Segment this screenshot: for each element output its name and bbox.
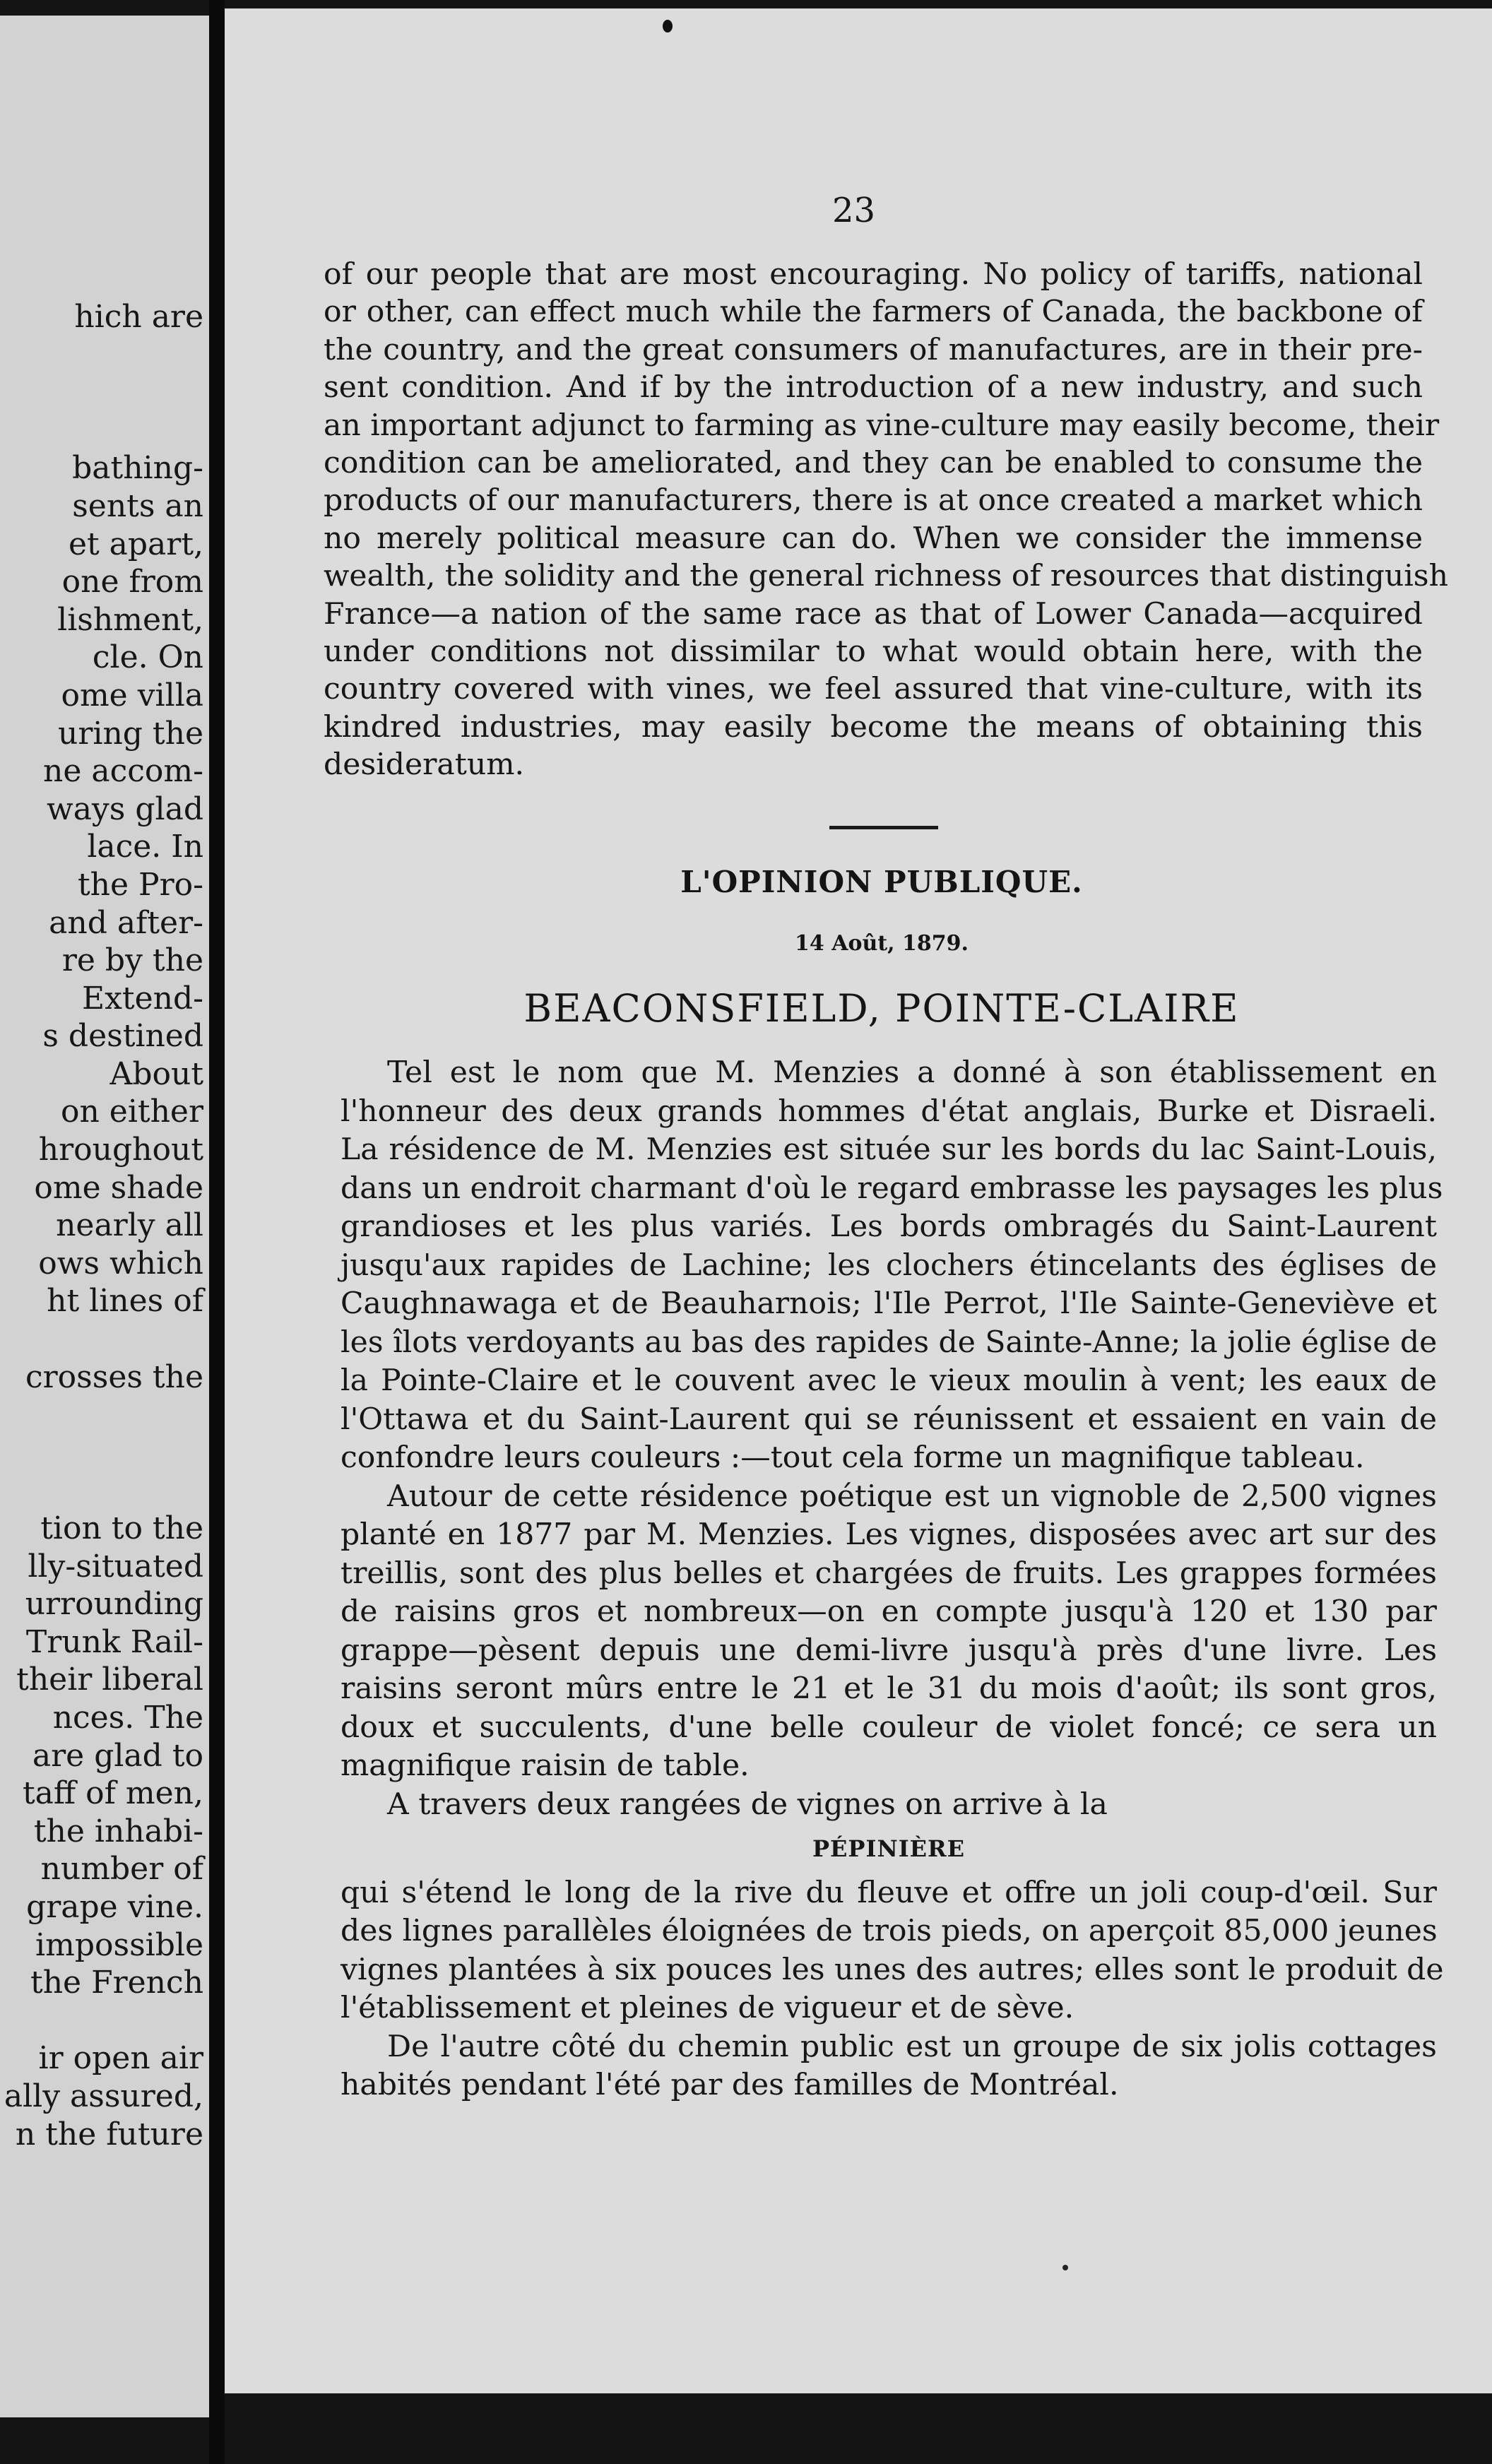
left-fragment-line <box>0 2002 203 2040</box>
left-fragment-line: grape vine. <box>26 1888 203 1925</box>
text-line: country covered with vines, we feel assured that vine-culture, with its <box>324 672 1423 707</box>
left-fragment-line: taff of men, <box>22 1775 203 1812</box>
left-fragment-line: ome villa <box>61 677 203 713</box>
text-line: the country, and the great consumers of manufactures, are in their pre- <box>324 332 1423 367</box>
left-fragment-line: are glad to <box>32 1737 203 1774</box>
text-line: jusqu'aux rapides de Lachine; les clochers étincelants des églises de <box>341 1248 1437 1283</box>
article-headline: BEACONSFIELD, POINTE-CLAIRE <box>523 986 1240 1031</box>
text-line: Caughnawaga et de Beauharnois; l'Ile Perrot, l'Ile Sainte-Geneviève et <box>341 1286 1437 1321</box>
text-line: les îlots verdoyants au bas des rapides de Sainte-Anne; la jolie église de <box>341 1325 1438 1360</box>
left-fragment-line: About <box>109 1055 203 1092</box>
text-line: qui s'étend le long de la rive du fleuve et offre un joli coup-d'œil. Sur <box>341 1875 1437 1910</box>
text-line: La résidence de M. Menzies est située sur les bords du lac Saint-Louis, <box>341 1132 1437 1167</box>
left-fragment-line: ht lines of <box>47 1283 203 1320</box>
text-line: or other, can effect much while the farmers of Canada, the backbone of <box>324 295 1423 330</box>
left-fragment-line <box>0 336 203 374</box>
left-fragment-line: sents an <box>72 487 203 524</box>
left-fragment-line: tion to the <box>40 1510 203 1546</box>
text-line: magnifique raisin de table. <box>341 1748 750 1783</box>
text-line: doux et succulents, d'une belle couleur de violet foncé; ce sera un <box>341 1710 1437 1745</box>
left-fragment-line <box>0 1320 203 1358</box>
text-line: confondre leurs couleurs :—tout cela forme un magnifique tableau. <box>341 1440 1365 1475</box>
left-fragment-line: one from <box>61 564 203 600</box>
text-line: raisins seront mûrs entre le 21 et le 31 du mois d'août; ils sont gros, <box>341 1671 1437 1706</box>
text-line: De l'autre côté du chemin public est un groupe de six jolis cottages <box>387 2029 1437 2064</box>
english-paragraph <box>324 256 1448 784</box>
right-page <box>225 8 1492 2393</box>
text-line: l'honneur des deux grands hommes d'état anglais, Burke et Disraeli. <box>341 1094 1437 1129</box>
text-line: habités pendant l'été par des familles de Montréal. <box>341 2068 1119 2102</box>
text-line: vignes plantées à six pouces les unes des autres; elles sont le produit de <box>341 1952 1444 1987</box>
text-line: Autour de cette résidence poétique est un vignoble de 2,500 vignes <box>387 1479 1437 1514</box>
text-line: grandioses et les plus variés. Les bords ombragés du Saint-Laurent <box>341 1209 1437 1244</box>
text-line: no merely political measure can do. When we consider the immense <box>324 521 1423 556</box>
text-line: products of our manufacturers, there is at once created a market which <box>324 483 1423 519</box>
text-line: la Pointe-Claire et le couvent avec le vieux moulin à vent; les eaux de <box>341 1363 1437 1398</box>
text-line: an important adjunct to farming as vine-culture may easily become, their <box>324 408 1440 443</box>
left-page-fragment <box>0 16 209 2417</box>
left-fragment-line: Extend- <box>81 980 203 1017</box>
text-line: grappe—pèsent depuis une demi-livre jusqu'à près d'une livre. Les <box>341 1633 1437 1668</box>
print-speck <box>1062 2265 1068 2270</box>
text-line: kindred industries, may easily become the means of obtaining this <box>324 709 1423 745</box>
page-number: 23 <box>832 191 876 230</box>
masthead-title: L'OPINION PUBLIQUE. <box>680 865 1083 899</box>
section-subhead: PÉPINIÈRE <box>812 1835 966 1862</box>
text-line: dans un endroit charmant d'où le regard embrasse les paysages les plus <box>341 1171 1443 1206</box>
left-fragment-line: ally assured, <box>4 2078 203 2114</box>
left-fragment-line <box>0 1434 203 1472</box>
left-fragment-line <box>0 412 203 450</box>
left-fragment-line: bathing- <box>72 450 203 487</box>
left-fragment-line: number of <box>40 1851 203 1888</box>
left-fragment-line: s destined <box>42 1018 203 1055</box>
left-fragment-line: re by the <box>61 942 203 979</box>
text-line: de raisins gros et nombreux—on en compte jusqu'à 120 et 130 par <box>341 1594 1437 1629</box>
left-fragment-line: lly-situated <box>28 1548 203 1585</box>
left-fragment-line: impossible <box>35 1926 203 1963</box>
left-fragment-line <box>0 374 203 412</box>
left-fragment-line: on either <box>60 1094 203 1130</box>
left-fragment-line: cle. On <box>92 639 203 676</box>
page-gutter <box>209 0 225 2464</box>
text-line: condition can be ameliorated, and they can be enabled to consume the <box>324 446 1423 481</box>
text-line: l'Ottawa et du Saint-Laurent qui se réunissent et essaient en vain de <box>341 1402 1437 1437</box>
left-fragment-line: ows which <box>38 1245 203 1281</box>
left-fragment-line: ome shade <box>34 1169 203 1206</box>
section-rule <box>829 826 938 829</box>
print-mark <box>663 20 673 32</box>
left-fragment-line: hich are <box>74 299 203 335</box>
left-fragment-line: hroughout <box>38 1132 203 1168</box>
left-page-text <box>0 298 203 2153</box>
left-fragment-line <box>0 1396 203 1434</box>
left-fragment-line <box>0 1471 203 1510</box>
text-line: planté en 1877 par M. Menzies. Les vignes, disposées avec art sur des <box>341 1517 1437 1552</box>
text-line: wealth, the solidity and the general richness of resources that distinguish <box>324 559 1448 594</box>
text-line: l'établissement et pleines de vigueur et de sève. <box>341 1991 1074 2025</box>
text-line: of our people that are most encouraging. No policy of tariffs, national <box>324 257 1423 292</box>
dateline: 14 Août, 1879. <box>795 931 969 956</box>
left-fragment-line: lace. In <box>87 829 203 865</box>
text-line: sent condition. And if by the introduction of a new industry, and such <box>324 370 1423 405</box>
left-fragment-line: n the future <box>15 2116 203 2152</box>
left-fragment-line: the inhabi- <box>33 1813 203 1849</box>
left-fragment-line: et apart, <box>68 526 203 562</box>
left-fragment-line: the French <box>30 1965 203 2001</box>
left-fragment-line: crosses the <box>25 1358 203 1395</box>
text-line: treillis, sont des plus belles et chargées de fruits. Les grappes formées <box>341 1556 1437 1591</box>
left-fragment-line: their liberal <box>16 1662 203 1698</box>
left-fragment-line: urrounding <box>25 1586 203 1623</box>
left-fragment-line: ways glad <box>47 790 203 827</box>
text-line: France—a nation of the same race as that of Lower Canada—acquired <box>324 596 1423 632</box>
text-line: under conditions not dissimilar to what would obtain here, with the <box>324 634 1423 670</box>
left-fragment-line: the Pro- <box>77 866 203 903</box>
left-fragment-line: nces. The <box>52 1699 203 1736</box>
text-line: des lignes parallèles éloignées de trois pieds, on aperçoit 85,000 jeunes <box>341 1914 1438 1948</box>
left-fragment-line: nearly all <box>56 1207 203 1244</box>
left-fragment-line: ir open air <box>38 2040 203 2077</box>
french-article-body <box>341 1054 1444 2105</box>
left-fragment-line: ne accom- <box>43 753 203 790</box>
left-fragment-line: Trunk Rail- <box>25 1623 203 1660</box>
text-line: Tel est le nom que M. Menzies a donné à son établissement en <box>387 1055 1437 1090</box>
text-line: desideratum. <box>324 747 525 783</box>
left-fragment-line: lishment, <box>57 601 203 638</box>
left-fragment-line: and after- <box>49 904 203 941</box>
text-line: A travers deux rangées de vignes on arrive à la <box>387 1787 1108 1822</box>
left-fragment-line: uring the <box>58 715 203 752</box>
